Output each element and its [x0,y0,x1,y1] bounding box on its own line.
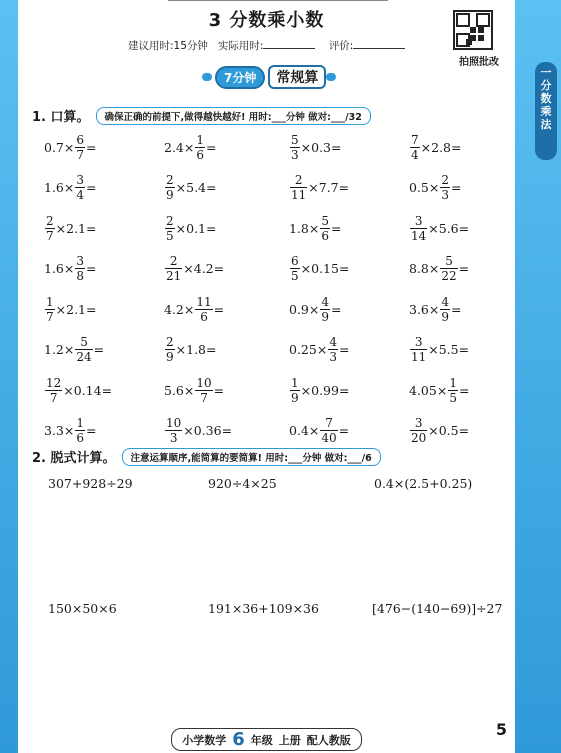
oral-item [44,371,112,409]
fraction [75,255,85,282]
fraction-denominator: 7 [46,309,54,324]
footer-grade: 年级 [250,733,273,747]
expr-4: 150×50×6 [48,601,117,616]
oral-right-operand: ×1.8 [175,342,206,357]
oral-item [409,371,469,409]
fraction-denominator: 9 [441,309,450,324]
oral-left-operand: 0.7 [44,139,64,155]
oral-item [289,209,342,247]
oral-item [164,250,224,288]
fraction [328,336,338,363]
fraction-denominator: 24 [76,350,92,364]
equals-sign: = [86,220,97,236]
fraction [410,215,427,242]
banner-right-arrow-icon [326,73,336,81]
fraction [195,296,212,323]
equals-sign: = [458,423,470,438]
side-tab-char: 数 [540,92,552,105]
fraction-denominator: 14 [411,228,427,243]
equals-sign: = [338,180,350,195]
equals-sign: = [86,301,97,317]
fraction [320,417,337,444]
oral-row [44,290,494,328]
fraction-denominator: 8 [76,269,85,283]
oral-right-operand: ×2.1 [55,220,86,236]
fraction-denominator: 9 [291,390,299,405]
oral-right-operand: ×0.1 [175,220,206,236]
oral-item [164,412,232,450]
footer-subject: 小学数学 [182,733,227,747]
fraction-numerator: 3 [76,173,85,187]
oral-operator: × [183,301,195,317]
oral-item [44,412,97,450]
equals-sign: = [458,342,470,357]
fraction-numerator: 1 [46,294,54,309]
fraction [448,377,458,404]
oral-row [44,371,494,409]
oral-item [164,128,217,166]
fraction [290,134,300,161]
equals-sign: = [458,382,470,398]
fraction-numerator: 6 [76,132,85,147]
equals-sign: = [331,139,342,155]
expr-2: 920÷4×25 [208,476,277,491]
oral-left-operand: 3.3 [44,423,64,438]
oral-item [44,331,104,369]
fraction [165,174,175,201]
banner-time: 7分钟 [215,66,265,89]
oral-item [409,169,462,207]
fraction-numerator: 1 [291,375,299,390]
footer-edition: 配人教版 [306,733,351,747]
oral-operator: × [308,220,320,236]
equals-sign: = [213,261,225,276]
oral-item [409,209,469,247]
chapter-side-tab[interactable] [535,62,557,160]
fraction-denominator: 7 [76,147,85,162]
page-number: 5 [495,720,507,739]
section2-title: 2. 脱式计算。 [32,451,116,466]
equals-sign: = [338,382,350,398]
fraction-numerator: 4 [441,294,450,309]
equals-sign: = [451,301,462,317]
fraction-numerator: 7 [325,416,333,430]
fraction-numerator: 2 [166,335,174,349]
oral-item [44,128,97,166]
fraction-numerator: 2 [441,173,450,187]
oral-item [164,371,224,409]
fraction-numerator: 6 [291,254,299,268]
fraction [410,134,420,161]
oral-item [44,209,96,247]
expr-1: 307+928÷29 [48,476,133,491]
fraction-numerator: 2 [46,213,54,228]
banner-name: 常规算 [268,65,326,89]
footer-grade-num: 6 [232,729,245,750]
oral-operator: × [63,423,75,438]
fraction [410,417,427,444]
equals-sign: = [206,342,217,357]
oral-left-operand: 2.4 [164,139,184,155]
fraction-numerator: 5 [445,254,453,268]
page-title: 3 分数乘小数 [208,10,325,31]
fraction [195,134,205,161]
fraction-numerator: 10 [196,375,212,390]
equals-sign: = [206,180,217,195]
fraction-denominator: 11 [291,188,307,202]
oral-operator: × [308,423,320,438]
fraction [320,296,330,323]
oral-left-operand: 0.4 [289,423,309,438]
footer-term: 上册 [278,733,301,747]
top-rule [168,0,388,1]
practice-banner [202,66,336,88]
fraction [290,174,307,201]
fraction-denominator: 6 [200,309,208,324]
fraction-denominator: 20 [411,431,427,445]
oral-item [164,290,224,328]
oral-item [289,290,342,328]
oral-right-operand: ×5.5 [428,342,459,357]
oral-left-operand: 1.8 [289,220,309,236]
fraction-numerator: 2 [166,213,174,228]
oral-item [289,371,349,409]
oral-left-operand: 3.6 [409,301,429,317]
fraction-denominator: 9 [166,188,174,202]
oral-row [44,412,494,450]
oral-row [44,250,494,288]
equals-sign: = [93,342,105,357]
equals-sign: = [458,261,470,276]
fraction [440,255,457,282]
oral-left-operand: 5.6 [164,382,184,398]
fraction-denominator: 4 [411,147,419,162]
oral-item [289,250,349,288]
fraction-denominator: 11 [411,350,427,364]
oral-item [409,128,461,166]
fraction-numerator: 4 [329,335,337,349]
oral-item [289,169,349,207]
fraction-numerator: 10 [166,416,182,430]
oral-right-operand: ×0.3 [300,139,331,155]
meta-line [128,38,415,53]
oral-operator: × [63,261,75,276]
oral-right-operand: ×2.1 [55,301,86,317]
fraction-numerator: 3 [414,335,423,349]
fraction [45,215,55,242]
oral-operator: × [308,301,320,317]
footer-box [171,728,362,751]
fraction [410,336,427,363]
section2-tip: 注意运算顺序,能简算的要简算! 用时:___分钟 做对:___/6 [122,448,381,466]
oral-operator: × [63,342,75,357]
rating-label: 评价: [328,40,354,52]
equals-sign: = [331,301,342,317]
equals-sign: = [338,261,350,276]
fraction [75,336,92,363]
oral-row [44,169,494,207]
fraction-denominator: 3 [169,431,178,445]
oral-item [289,412,349,450]
oral-operator: × [428,180,440,195]
fraction-denominator: 6 [76,431,85,445]
fraction-numerator: 1 [196,132,205,147]
oral-item [409,250,469,288]
oral-row [44,331,494,369]
banner-left-arrow-icon [202,73,212,81]
oral-right-operand: ×0.99 [300,382,339,398]
fraction [165,417,182,444]
fraction-numerator: 5 [80,335,88,349]
equals-sign: = [86,139,97,155]
fraction-numerator: 5 [321,213,330,228]
fraction [165,336,175,363]
fraction-numerator: 3 [414,416,423,430]
fraction-numerator: 12 [46,375,62,390]
equals-sign: = [206,139,217,155]
fraction-numerator: 5 [291,132,299,147]
oral-item [289,128,341,166]
oral-operator: × [63,180,75,195]
worksheet-page [18,0,515,753]
fraction [320,215,330,242]
equals-sign: = [213,301,225,317]
equals-sign: = [101,382,113,398]
equals-sign: = [451,180,462,195]
side-tab-char: 乘 [540,105,552,118]
oral-item [164,169,216,207]
oral-right-operand: ×0.5 [428,423,459,438]
fraction-denominator: 5 [449,390,457,405]
section1-header [32,106,371,125]
fraction [75,174,85,201]
fraction-denominator: 7 [200,390,208,405]
fraction-numerator: 11 [196,294,212,309]
oral-item [164,331,216,369]
fraction-denominator: 9 [321,309,330,324]
fraction-denominator: 22 [441,269,457,283]
fraction [440,174,450,201]
equals-sign: = [86,423,97,438]
oral-right-operand: ×0.15 [300,261,339,276]
oral-item [44,250,97,288]
oral-item [44,290,96,328]
fraction-numerator: 4 [321,294,330,309]
fraction [45,377,62,404]
fraction-numerator: 3 [76,254,85,268]
fraction-numerator: 3 [414,213,423,228]
fraction-denominator: 21 [166,269,182,283]
oral-right-operand: ×0.36 [183,423,222,438]
oral-operator: × [316,342,328,357]
fraction [290,377,300,404]
fraction-numerator: 1 [449,375,457,390]
footer [18,728,515,751]
suggested-time: 建议用时:15分钟 [128,40,208,52]
oral-item [289,331,349,369]
oral-right-operand: ×4.2 [183,261,214,276]
oral-row [44,209,494,247]
section2-header [32,447,381,466]
oral-operator: × [428,261,440,276]
fraction-numerator: 7 [411,132,419,147]
expr-5: 191×36+109×36 [208,601,319,616]
side-tab-char: 法 [540,118,552,131]
fraction-denominator: 3 [441,188,450,202]
oral-item [409,412,469,450]
fraction-denominator: 6 [321,228,330,243]
oral-left-operand: 0.25 [289,342,317,357]
qr-label: 拍照批改 [459,57,499,68]
oral-operator: × [63,139,75,155]
oral-left-operand: 0.9 [289,301,309,317]
expr-6: [476−(140−69)]÷27 [372,601,503,616]
qr-code-icon[interactable] [453,10,493,50]
fraction [165,255,182,282]
equals-sign: = [338,342,350,357]
oral-right-operand: ×0.14 [63,382,102,398]
expr-3: 0.4×(2.5+0.25) [374,476,473,491]
equals-sign: = [86,180,97,195]
equals-sign: = [206,220,217,236]
oral-item [409,290,462,328]
fraction [290,255,300,282]
fraction [45,296,55,323]
fraction [195,377,212,404]
oral-operator: × [183,382,195,398]
equals-sign: = [458,220,470,236]
equals-sign: = [331,220,342,236]
oral-left-operand: 1.6 [44,261,64,276]
fraction [165,215,175,242]
fraction-denominator: 6 [196,147,205,162]
side-tab-char: 一 [540,66,552,79]
fraction-denominator: 7 [46,228,54,243]
section1-title: 1. 口算。 [32,110,90,125]
oral-operator: × [428,301,440,317]
fraction-numerator: 2 [169,254,178,268]
equals-sign: = [86,261,97,276]
oral-item [44,169,97,207]
oral-right-operand: ×5.6 [428,220,459,236]
oral-row [44,128,494,166]
oral-right-operand: ×2.8 [420,139,451,155]
fraction-numerator: 2 [166,173,174,187]
oral-item [409,331,469,369]
fraction [75,134,85,161]
oral-left-operand: 1.6 [44,180,64,195]
section1-tip: 确保正确的前提下,做得越快越好! 用时:___分钟 做对:___/32 [96,107,371,125]
fraction-numerator: 2 [294,173,303,187]
equals-sign: = [451,139,462,155]
oral-left-operand: 8.8 [409,261,429,276]
equals-sign: = [213,382,225,398]
fraction-denominator: 3 [329,350,337,364]
oral-operator: × [436,382,448,398]
oral-right-operand: ×5.4 [175,180,206,195]
oral-right-operand: ×7.7 [308,180,339,195]
fraction-denominator: 5 [291,269,299,283]
actual-time-field[interactable] [263,39,315,49]
rating-field[interactable] [353,39,405,49]
fraction-denominator: 5 [166,228,174,243]
oral-left-operand: 4.05 [409,382,437,398]
oral-left-operand: 4.2 [164,301,184,317]
fraction-numerator: 1 [76,416,85,430]
oral-left-operand: 0.5 [409,180,429,195]
fraction [75,417,85,444]
side-tab-char: 分 [540,79,552,92]
fraction-denominator: 4 [76,188,85,202]
oral-left-operand: 1.2 [44,342,64,357]
fraction-denominator: 40 [321,431,337,445]
fraction-denominator: 9 [166,350,174,364]
actual-time-label: 实际用时: [217,40,264,52]
equals-sign: = [338,423,350,438]
oral-item [164,209,216,247]
fraction [440,296,450,323]
fraction-denominator: 3 [291,147,299,162]
equals-sign: = [221,423,233,438]
oral-operator: × [183,139,195,155]
fraction-denominator: 7 [49,390,58,405]
